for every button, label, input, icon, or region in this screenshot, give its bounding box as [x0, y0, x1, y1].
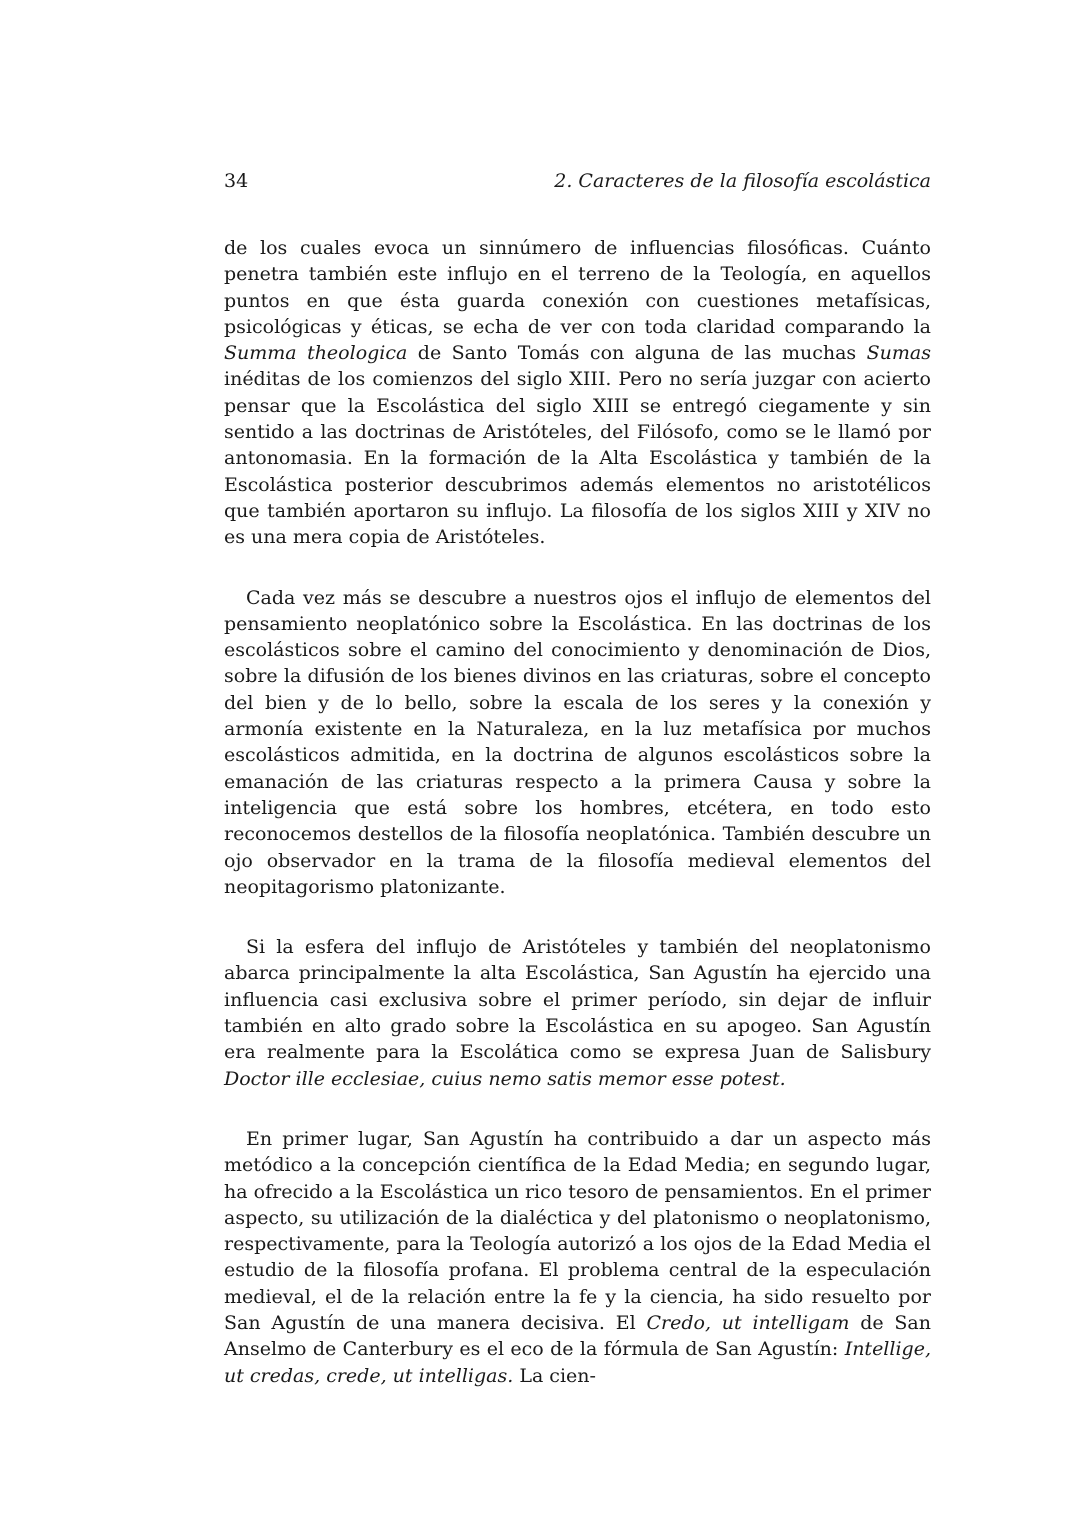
paragraph [224, 585, 931, 901]
document-page [224, 170, 931, 1389]
text-segment: En primer lugar, San Agustín ha contribuido a dar un aspecto más metódico a la concepción científica de la Edad Media; en segundo lugar, ha ofrecido a la Escolástica un rico tesoro de pensamientos. En el primer aspecto, su utilización de la dialéctica y del platonismo o neoplatonismo, respectivamente, para la Teología autorizó a los ojos de la Edad Media el estudio de la filosofía profana. El problema central de la especulación medieval, el de la relación entre la fe y la ciencia, ha sido resuelto por San Agustín de una manera decisiva. El [224, 1127, 931, 1334]
text-segment: de San Anselmo de Canterbury es el eco de la fórmula de San Agustín: [224, 1311, 932, 1361]
page-header [224, 170, 931, 202]
text-segment: La cien- [513, 1364, 596, 1387]
italic-text-segment: Credo, ut intelligam [646, 1311, 850, 1334]
text-segment: Cada vez más se descubre a nuestros ojos el influjo de elementos del pensamiento neoplatónico sobre la Escolástica. En las doctrinas de los escolásticos sobre el camino del conocimiento y denominación de Dios, sobre la difusión de los bienes divinos en las criaturas, sobre el concepto del bien y de lo bello, sobre la escala de los seres y la conexión y armonía existente en la Naturaleza, en la luz metafísica por muchos escolásticos admitida, en la doctrina de algunos escolásticos sobre la emanación de las criaturas respecto a la primera Causa y sobre la inteligencia que está sobre los hombres, etcétera, en todo esto reconocemos destellos de la filosofía neoplatónica. También descubre un ojo observador en la trama de la filosofía medieval elementos del neopitagorismo platonizante. [224, 586, 931, 898]
italic-text-segment: Summa theologica [224, 342, 408, 365]
paragraph [224, 235, 931, 551]
text-segment: de los cuales evoca un sinnúmero de influencias filosóficas. Cuánto penetra también este influjo en el terreno de la Teología, en aquellos puntos en que ésta guarda conexión con cuestiones metafísicas, psicológicas y éticas, se echa de ver con toda claridad comparando la [224, 237, 931, 338]
italic-text-segment: Doctor ille ecclesiae, cuius nemo satis memor esse potest. [224, 1067, 786, 1090]
text-segment: inéditas de los comienzos del siglo XIII. Pero no sería juzgar con acierto pensar que la Escolástica del siglo XIII se entregó ciegamente y sin sentido a las doctrinas de Aristóteles, del Filósofo, como se le llamó por antonomasia. En la formación de la Alta Escolástica y también de la Escolástica posterior descubrimos además elementos no aristotélicos que también aportaron su influjo. La filosofía de los siglos XIII y XIV no es una mera copia de Aristóteles. [224, 368, 931, 549]
italic-text-segment: Sumas [866, 342, 931, 365]
italic-text-segment: Intellige, ut credas, crede, ut intelligas. [224, 1338, 931, 1387]
page-number: 34 [224, 170, 249, 192]
text-segment: Si la esfera del influjo de Aristóteles y también del neoplatonismo abarca principalmente la alta Escolástica, San Agustín ha ejercido una influencia casi exclusiva sobre el primer período, sin dejar de influir también en alto grado sobre la Escolástica en su apogeo. San Agustín era realmente para la Escolática como se expresa Juan de Salisbury [224, 936, 931, 1064]
text-segment: de Santo Tomás con alguna de las muchas [407, 342, 867, 365]
running-title: 2. Caracteres de la filosofía escolástica [554, 170, 931, 192]
paragraph [224, 934, 931, 1092]
paragraph [224, 1126, 931, 1389]
